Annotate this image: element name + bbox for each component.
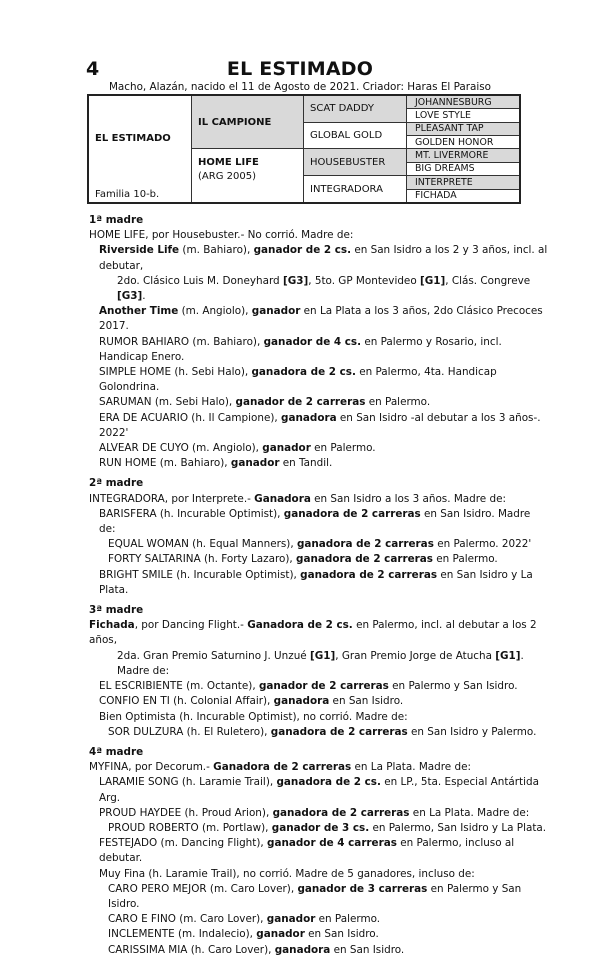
produce-line-text: en San Isidro y La Plata. [99, 568, 533, 596]
produce-line [89, 679, 549, 694]
produce-line-text: en San Isidro a los 3 años. Madre de: [310, 492, 506, 505]
pedigree-table [87, 94, 521, 204]
produce-line-highlight: ganadora de 2 carreras [300, 568, 438, 581]
produce-line [89, 821, 549, 836]
pedigree-gen4: FICHADA [407, 189, 521, 203]
pedigree-dam-dam: INTEGRADORA [304, 176, 407, 203]
produce-line-text: en Palermo. [315, 913, 381, 926]
pedigree-sire-sire: SCAT DADDY [304, 95, 407, 122]
produce-line-highlight: ganador [230, 457, 280, 470]
produce-line-text: RUN HOME (m. Bahiaro), [99, 457, 231, 470]
produce-line-highlight: ganador [251, 305, 301, 318]
dam-section [89, 476, 549, 598]
produce-line-text: en Palermo, incluso al debutar. [99, 837, 515, 865]
produce-line-highlight: ganador [262, 442, 311, 455]
produce-line-highlight: [G3] [282, 274, 309, 287]
produce-line-text: INTEGRADORA, por Interprete.- [89, 492, 255, 505]
produce-line-highlight: ganador de 2 carreras [258, 680, 389, 693]
produce-line-text: en San Isidro a los 2 y 3 años, incl. al debutar, [99, 244, 548, 272]
produce-line-highlight: Fichada [89, 619, 135, 632]
produce-line-text: en La Plata a los 3 años, 2do Clásico Precoces 2017. [99, 305, 543, 333]
produce-line-text: en Palermo y San Isidro. [388, 680, 518, 693]
produce-line-text: en La Plata. Madre de: [409, 806, 530, 819]
produce-line-text: LARAMIE SONG (h. Laramie Trail), [99, 776, 277, 789]
produce-line-text: en San Isidro. [329, 695, 404, 708]
dam-section-heading: 1ª madre [89, 214, 144, 226]
produce-line [89, 836, 549, 866]
produce-line [89, 456, 549, 471]
produce-line-text: CARO PERO MEJOR (m. Caro Lover), [108, 882, 298, 895]
produce-line-text: BARISFERA (h. Incurable Optimist), [99, 507, 284, 520]
produce-line-highlight: ganadora de 2 cs. [276, 776, 381, 789]
produce-line-highlight: Ganadora de 2 cs. [247, 619, 353, 632]
produce-line-text: en La Plata. Madre de: [351, 761, 471, 774]
pedigree-subject: EL ESTIMADO [95, 133, 171, 144]
produce-line [89, 775, 549, 805]
produce-line-text: ERA DE ACUARIO (h. Il Campione), [99, 411, 282, 424]
produce-line-text: en San Isidro -al debutar a los 3 años-. 2022' [99, 411, 541, 439]
produce-line-text: en Palermo. [365, 396, 431, 409]
produce-line [89, 304, 549, 334]
dam-section-heading: 3ª madre [89, 604, 144, 617]
produce-line-text: (m. Bahiaro), [179, 244, 254, 257]
produce-line-highlight: ganador de 3 cs. [271, 821, 370, 834]
produce-line-text: en San Isidro. Madre de: [99, 507, 531, 536]
dam-section [89, 745, 549, 958]
produce-line [89, 537, 549, 552]
produce-line-text: , por Dancing Flight.- [134, 619, 248, 632]
produce-line-text: en Palermo. [310, 442, 376, 455]
produce-line-highlight: ganador [266, 913, 316, 926]
produce-line [89, 335, 549, 365]
produce-line-text: . Madre de: [117, 649, 524, 677]
produce-line-text: en Palermo y San Isidro. [108, 882, 522, 910]
produce-line-text: SIMPLE HOME (h. Sebi Halo), [99, 366, 252, 379]
produce-line-highlight: ganadora de 2 carreras [272, 806, 410, 819]
produce-line-text: SOR DULZURA (h. El Ruletero), [108, 725, 271, 738]
dam-section-heading: 4ª madre [89, 745, 144, 758]
pedigree-sire: IL CAMPIONE [192, 95, 304, 149]
produce-line-text: en Palermo y Rosario, incl. Handicap Enero. [99, 335, 502, 363]
pedigree-family: Familia 10-b. [95, 189, 160, 200]
produce-line [89, 492, 549, 507]
produce-line [89, 365, 549, 395]
produce-line-text: EQUAL WOMAN (h. Equal Manners), [108, 538, 297, 551]
produce-line-highlight: Ganadora [254, 492, 311, 505]
produce-line [89, 274, 549, 304]
produce-line-highlight: ganadora de 2 carreras [296, 538, 434, 551]
produce-line-highlight: ganador de 3 carreras [297, 882, 428, 895]
produce-line-highlight: [G3] [117, 290, 143, 303]
produce-line-text: Bien Optimista (h. Incurable Optimist), no corrió. Madre de: [99, 710, 408, 723]
produce-line-text: CONFIO EN TI (h. Colonial Affair), [99, 695, 274, 708]
pedigree-gen4: JOHANNESBURG [407, 95, 521, 109]
dam-section [89, 213, 549, 471]
produce-line [89, 441, 549, 456]
produce-line-text: SARUMAN (m. Sebi Halo), [99, 396, 236, 409]
produce-line-highlight: [G1] [419, 274, 446, 287]
produce-line-text: 2do. Clásico Luis M. Doneyhard [117, 274, 283, 287]
produce-line-text: , 5to. GP Montevideo [308, 274, 420, 287]
produce-line [89, 649, 549, 679]
produce-line [89, 228, 549, 243]
produce-line-text: FESTEJADO (m. Dancing Flight), [99, 837, 268, 850]
produce-line-text: RUMOR BAHIARO (m. Bahiaro), [99, 335, 264, 348]
produce-line-highlight: ganadora [281, 411, 337, 424]
produce-line [89, 552, 549, 567]
produce-line-text: PROUD HAYDEE (h. Proud Arion), [99, 806, 273, 819]
produce-line [89, 694, 549, 709]
produce-line-highlight: ganador [256, 928, 305, 941]
pedigree-sire-dam: GLOBAL GOLD [304, 122, 407, 149]
produce-line-text: ALVEAR DE CUYO (m. Angiolo), [99, 442, 263, 455]
produce-line-highlight: Another Time [99, 305, 179, 318]
produce-line-text: en Palermo, incl. al debutar a los 2 años, [89, 619, 537, 647]
produce-line-text: en San Isidro y Palermo. [407, 725, 537, 738]
pedigree-gen4: INTERPRETE [407, 176, 521, 189]
produce-line-highlight: [G1] [495, 649, 521, 662]
produce-line [89, 760, 549, 775]
produce-line-highlight: ganador de 2 cs. [253, 244, 352, 257]
produce-line-text: MYFINA, por Decorum.- [89, 761, 214, 774]
produce-line-text: en LP., 5ta. Especial Antártida Arg. [99, 776, 539, 804]
produce-line-highlight: ganador de 2 carreras [235, 396, 366, 409]
produce-line [89, 912, 549, 927]
produce-line [89, 395, 549, 410]
produce-line [89, 618, 549, 648]
produce-line-text: en Palermo. [432, 553, 498, 566]
produce-line-text: en San Isidro. [304, 928, 379, 941]
produce-line [89, 943, 549, 958]
produce-line-highlight: Ganadora de 2 carreras [213, 761, 352, 774]
produce-line-text: INCLEMENTE (m. Indalecio), [108, 928, 257, 941]
produce-line-text: 2da. Gran Premio Saturnino J. Unzué [117, 649, 310, 662]
produce-line-highlight: ganadora de 2 carreras [283, 507, 421, 520]
produce-line-text: FORTY SALTARINA (h. Forty Lazaro), [108, 553, 297, 566]
produce-line-highlight: ganadora de 2 carreras [296, 553, 433, 566]
produce-line-highlight: ganador de 4 cs. [263, 335, 362, 348]
produce-line-highlight: ganadora [273, 695, 330, 708]
produce-line-highlight: Riverside Life [99, 244, 180, 257]
pedigree-dam-cell [192, 149, 304, 203]
produce-line [89, 710, 549, 725]
lot-number: 4 [86, 58, 100, 80]
produce-line-text: PROUD ROBERTO (m. Portlaw), [108, 821, 272, 834]
produce-line-text: HOME LIFE, por Housebuster.- No corrió. Madre de: [89, 229, 354, 242]
dam-section-heading: 2ª madre [89, 477, 144, 490]
produce-line-text: en Palermo, San Isidro y La Plata. [369, 821, 547, 834]
produce-line-highlight: ganadora [274, 943, 331, 956]
produce-line-text: Muy Fina (h. Laramie Trail), no corrió. Madre de 5 ganadores, incluso de: [99, 867, 475, 880]
produce-line-text: , Gran Premio Jorge de Atucha [335, 649, 496, 662]
produce-line-text: EL ESCRIBIENTE (m. Octante), [99, 680, 259, 693]
produce-line [89, 507, 549, 537]
produce-line-text: BRIGHT SMILE (h. Incurable Optimist), [99, 568, 301, 581]
produce-line [89, 867, 549, 882]
produce-line-highlight: ganadora de 2 carreras [270, 725, 408, 738]
produce-line-text: en Palermo, 4ta. Handicap Golondrina. [99, 366, 497, 394]
horse-name-title: EL ESTIMADO [226, 58, 374, 80]
produce-line [89, 927, 549, 942]
pedigree-subject-cell [88, 95, 192, 203]
pedigree-gen4: LOVE STYLE [407, 109, 521, 122]
produce-line-text: en Tandil. [279, 457, 333, 470]
pedigree-gen4: PLEASANT TAP [407, 122, 521, 135]
dam-section [89, 603, 549, 740]
produce-line-text: en San Isidro. [330, 943, 405, 956]
produce-line [89, 725, 549, 740]
produce-line-text: en Palermo. 2022' [433, 538, 532, 551]
produce-line-text: CARO E FINO (m. Caro Lover), [108, 913, 267, 926]
produce-line-text: CARISSIMA MIA (h. Caro Lover), [108, 943, 275, 956]
produce-record [89, 213, 549, 958]
produce-line-highlight: [G1] [309, 649, 336, 662]
produce-line-highlight: ganador de 4 carreras [267, 837, 397, 850]
pedigree-gen4: MT. LIVERMORE [407, 149, 521, 162]
produce-line-highlight: ganadora de 2 cs. [251, 366, 356, 379]
produce-line-text: , Clás. Congreve [445, 274, 531, 287]
horse-description: Macho, Alazán, nacido el 11 de Agosto de 2021. Criador: Haras El Paraiso [108, 81, 492, 93]
pedigree-dam: HOME LIFE [198, 157, 259, 169]
pedigree-gen4: GOLDEN HONOR [407, 136, 521, 149]
produce-line [89, 243, 549, 273]
produce-line-text: . [142, 290, 146, 303]
pedigree-gen4: BIG DREAMS [407, 162, 521, 175]
pedigree-dam-sire: HOUSEBUSTER [304, 149, 407, 176]
pedigree-dam-note: (ARG 2005) [198, 171, 256, 183]
produce-line [89, 806, 549, 821]
produce-line-text: (m. Angiolo), [178, 305, 252, 318]
produce-line [89, 568, 549, 598]
produce-line [89, 411, 549, 441]
produce-line [89, 882, 549, 912]
